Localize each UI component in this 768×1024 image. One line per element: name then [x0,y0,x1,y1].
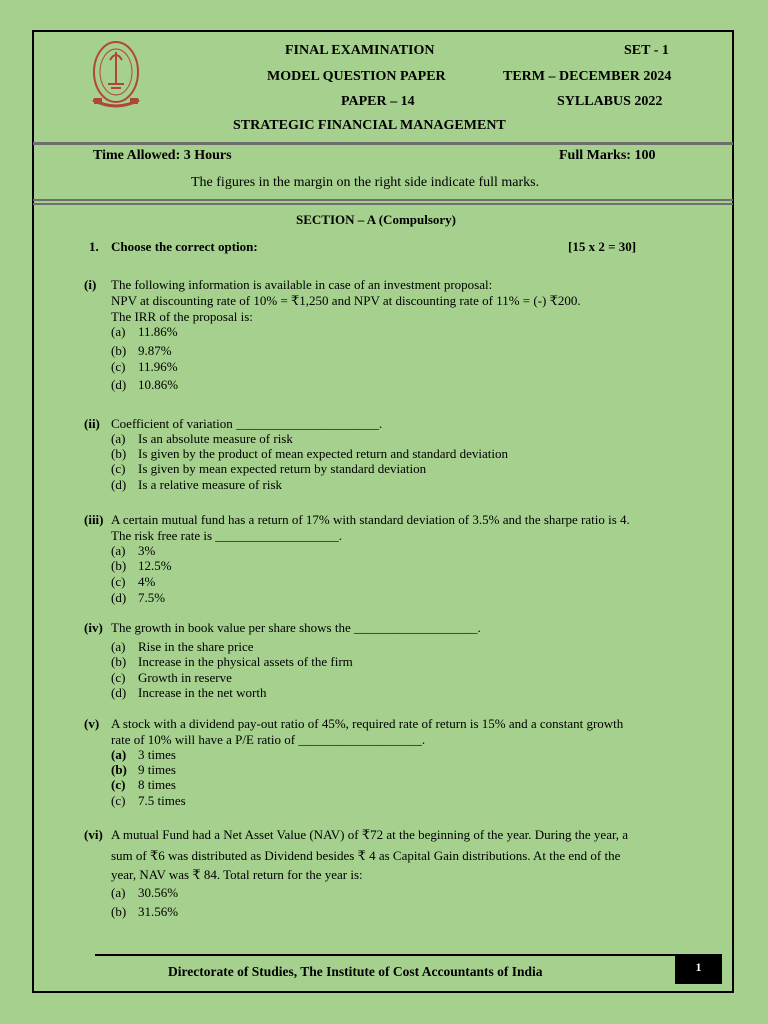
option-text: Is given by mean expected return by standard deviation [138,461,427,476]
set-label: SET - 1 [624,43,669,58]
instruction: Choose the correct option: [111,239,258,254]
option-label: (a) [111,431,126,446]
syllabus-label: SYLLABUS 2022 [557,94,663,109]
full-marks: Full Marks: 100 [559,148,656,163]
option-text: 9.87% [138,343,172,358]
option-label: (d) [111,590,127,605]
option-text: 8 times [138,777,176,792]
option-text: 4% [138,574,156,589]
page-number: 1 [675,954,722,984]
question-i-line-3: The IRR of the proposal is: [111,309,253,324]
time-allowed: Time Allowed: 3 Hours [93,148,232,163]
option-text: Rise in the share price [138,639,254,654]
option-text: 7.5% [138,590,166,605]
option-text: 10.86% [138,377,179,392]
option-text: 3% [138,543,156,558]
question-vi-line-2: sum of ₹6 was distributed as Dividend besides ₹ 4 as Capital Gain distributions. At the end of the [111,848,621,863]
option-text: 12.5% [138,558,172,573]
subject-title: STRATEGIC FINANCIAL MANAGEMENT [233,118,506,133]
section-title: SECTION – A (Compulsory) [296,212,456,227]
option-label: (b) [111,343,127,358]
option-text: 31.56% [138,904,179,919]
option-text: 3 times [138,747,176,762]
divider-2 [33,203,733,205]
option-text: 11.96% [138,359,178,374]
option-text: Is a relative measure of risk [138,477,283,492]
option-text: Increase in the physical assets of the firm [138,654,353,669]
option-label: (c) [111,777,126,792]
footer-rule [95,954,722,956]
term-label: TERM – DECEMBER 2024 [503,69,672,84]
option-text: 7.5 times [138,793,186,808]
option-label: (b) [111,558,127,573]
option-text: Increase in the net worth [138,685,267,700]
question-num-i: (i) [84,277,97,292]
paper-number: PAPER – 14 [341,94,415,109]
option-label: (d) [111,685,127,700]
question-v-line-1: A stock with a dividend pay-out ratio of 45%, required rate of return is 15% and a constant growth [111,716,624,731]
option-label: (c) [111,359,126,374]
divider-1 [33,199,733,201]
institute-logo [90,38,142,114]
option-label: (a) [111,639,126,654]
header-divider [33,142,733,145]
option-text: 30.56% [138,885,179,900]
question-num-ii: (ii) [84,416,100,431]
question-iii-line-2: The risk free rate is ___________________. [111,528,343,543]
option-label: (d) [111,477,127,492]
question-i-line-1: The following information is available in case of an investment proposal: [111,277,493,292]
option-label: (d) [111,377,127,392]
option-label: (b) [111,904,127,919]
option-label: (c) [111,670,126,685]
option-label: (a) [111,747,127,762]
question-ii-line-1: Coefficient of variation ______________________. [111,416,383,431]
option-label: (a) [111,885,126,900]
option-label: (b) [111,762,127,777]
option-text: 11.86% [138,324,178,339]
option-label: (a) [111,543,126,558]
option-text: 9 times [138,762,176,777]
option-label: (c) [111,461,126,476]
question-vi-line-1: A mutual Fund had a Net Asset Value (NAV) of ₹72 at the beginning of the year. During the year, a [111,827,629,842]
option-label: (b) [111,654,127,669]
question-vi-line-3: year, NAV was ₹ 84. Total return for the year is: [111,867,363,882]
question-num-iv: (iv) [84,620,103,635]
footer-text: Directorate of Studies, The Institute of Cost Accountants of India [168,964,543,979]
question-i-line-2: NPV at discounting rate of 10% = ₹1,250 and NPV at discounting rate of 11% = (-) ₹200. [111,293,581,308]
option-label: (a) [111,324,126,339]
question-num-vi: (vi) [84,827,103,842]
exam-title: FINAL EXAMINATION [285,43,435,58]
marks-note: The figures in the margin on the right side indicate full marks. [191,175,540,190]
question-v-line-2: rate of 10% will have a P/E ratio of ___________________. [111,732,426,747]
question-number: 1. [89,239,99,254]
option-label: (c) [111,574,126,589]
option-label: (b) [111,446,127,461]
question-num-iii: (iii) [84,512,104,527]
question-num-v: (v) [84,716,100,731]
question-iii-line-1: A certain mutual fund has a return of 17% with standard deviation of 3.5% and the sharpe ratio is 4. [111,512,630,527]
option-label: (c) [111,793,126,808]
option-text: Growth in reserve [138,670,232,685]
option-text: Is an absolute measure of risk [138,431,293,446]
paper-type: MODEL QUESTION PAPER [267,69,446,84]
question-iv-line-1: The growth in book value per share shows the ___________________. [111,620,481,635]
option-text: Is given by the product of mean expected return and standard deviation [138,446,509,461]
section-marks: [15 x 2 = 30] [568,239,637,254]
